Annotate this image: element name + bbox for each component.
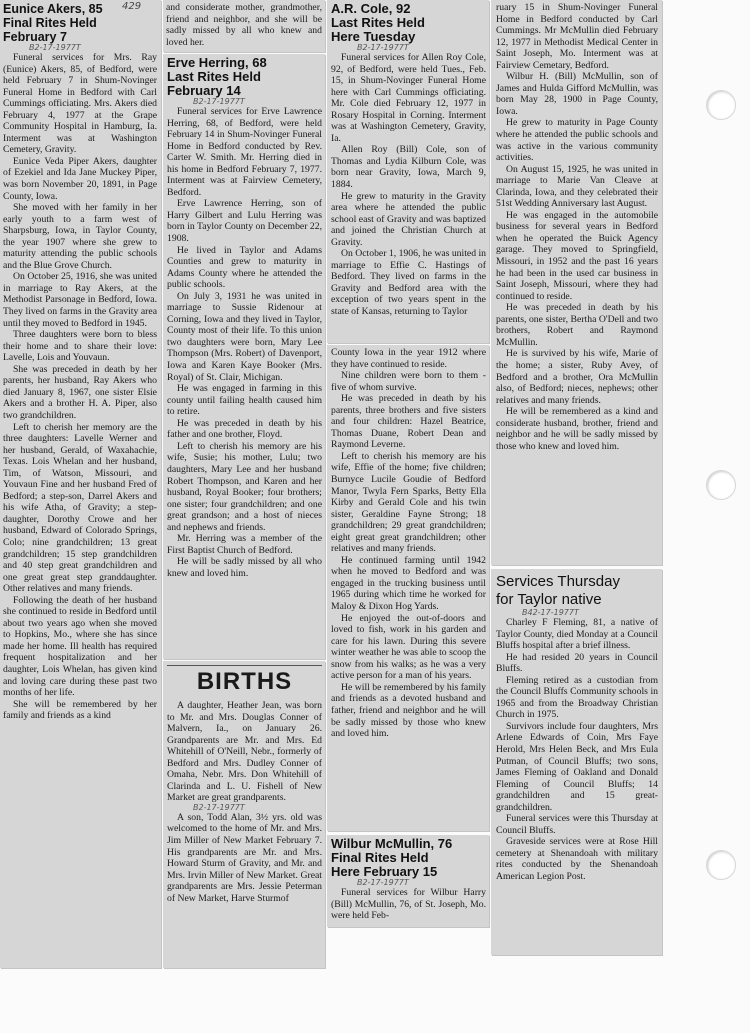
akers-para: On October 25, 1916, she was united in marriage to Ray Akers, at the Methodist Parsonage in Bedford, Iowa. They lived on farms in the Gravity area until they moved to Bedford in 1945. (3, 271, 157, 329)
herring-para: Erve Lawrence Herring, son of Harry Gilbert and Lulu Herring was born in Taylor County on December 22, 1908. (167, 198, 322, 245)
herring-para: Left to cherish his memory are his wife, Susie; his mother, Lulu; two daughters, Mary Lee and her husband Robert Thompson, and Karen and her husband, Royal Booker; four brothers; one sister; four grandchildren; and one great grandson; and a host of nieces and nephews and friends. (167, 440, 322, 533)
herring-headline-3: February 14 (167, 83, 241, 98)
akers-para: She was preceded in death by her parents, her husband, Ray Akers who died January 8, 1967, one sister Elsie Akers and a brother H. A. Piper, also two grandchildren. (3, 363, 157, 421)
mcmullin-headline-1: Wilbur McMullin, 76 (331, 837, 453, 851)
akers-headline-3: February 7 (3, 30, 67, 44)
akers-headline-1: Eunice Akers, 85 (3, 2, 103, 16)
herring-headline (167, 56, 322, 98)
births-headline: BIRTHS (196, 668, 293, 695)
herring-para: Funeral services for Erve Lawrence Herring, 68, of Bedford, were held February 14 in Shum-Novinger Funeral Home in Bedford conducted by Rev. Carter W. Smith. Mr. Herring died in his home in Bedford February 7, 1977. Interment was at Fairview Cemetery, Bedford. (167, 106, 322, 198)
mcmullin-intro: Funeral services for Wilbur Harry (Bill) McMullin, 76, of St. Joseph, Mo. were held Feb- (331, 887, 486, 922)
cole-para: He grew to maturity in the Gravity area where he attended the public school east of Gravity and was baptized and joined the Christian Church at Gravity. (331, 190, 486, 248)
births-para: A daughter, Heather Jean, was born to Mr. and Mrs. Douglas Conner of Malvern, Ia., on January 26. Grandparents are Mr. and Mrs. Ed Whitehill of O'Neill, Nebr., formerly of Bedford and Mrs. Dudley Conner of Omaha, Nebr. Mrs. Don Whitehill of Clarinda and L. U. Fishell of New Market are great grandparents. (167, 700, 322, 804)
cole-column (331, 2, 486, 341)
mcmullin-cont-para: He grew to maturity in Page County where he attended the public schools and was active in the various community activities. (496, 117, 658, 164)
herring-para: Mr. Herring was a member of the First Baptist Church of Bedford. (167, 533, 322, 556)
akers-para: Funeral services for Mrs. Ray (Eunice) Akers, 85, of Bedford, were held February 7 in Shum-Novinger Funeral Home in Bedford with Carl Cummings officiating. Mrs. Akers died February 4, 1977 at the Grape Community Hospital in Hamburg, Ia. Interment was at Washington Cemetery, Gravity. (3, 52, 157, 156)
clipping-fleming (491, 569, 662, 955)
akers-end-column (166, 2, 322, 50)
clipping-cole (327, 0, 489, 343)
births-top-rule (167, 665, 322, 666)
akers-headline-2: Final Rites Held (3, 16, 97, 30)
fleming-body (496, 617, 658, 883)
cole-cont-column (331, 347, 486, 829)
mcmullin-cont-para: ruary 15 in Shum-Novinger Funeral Home in Bedford conducted by Carl Cummings. Mr McMullin died February 12, 1977 in Methodist Medical Center in Saint Joseph, Mo. Interment was at Fairview Cemetary, Bedford. (496, 2, 658, 71)
akers-date-note: B2-17-1977T (29, 43, 81, 52)
herring-body (167, 106, 322, 579)
fleming-headline-1: Services Thursday (496, 573, 620, 590)
binder-hole (706, 90, 736, 120)
clipping-births (163, 661, 325, 968)
cole-cont-para: Left to cherish his memory are his wife, Effie of the home; five children; Burnyce Lucile Goudie of Bedford Manor, Twyla Fern Sparks, Betty Ella Kirby and Gerald Cole and his twin sister, Geraldine Fayne Strong; 18 grandchildren; 29 great grandchildren; eight great great grandchildren; other relatives and many friends. (331, 450, 486, 555)
akers-para: Following the death of her husband she continued to reside in Bedford until about two years ago when she moved to Hopkins, Mo., where she has since made her home. Ill health has required frequent hospitalization and her daughter, Lois Whelan, has given kind and loving care during these past two months of her life. (3, 594, 157, 699)
herring-para: He lived in Taylor and Adams Counties and grew to maturity in Adams County where he attended the public schools. (167, 244, 322, 291)
cole-headline-1: A.R. Cole, 92 (331, 2, 411, 16)
akers-para: Three daughters were born to bless their home and to share their love: Lavelle, Lois and Youvaun. (3, 329, 157, 364)
fleming-para: Survivors include four daughters, Mrs Arlene Edwards of Coin, Mrs Faye Herold, Mrs Helen Beck, and Mrs Eula Putman, of Council Bluffs; two sons, James Fleming of Oakland and Donald Fleming of Council Bluffs; 14 grandchildren and 15 great-grandchildren. (496, 720, 658, 813)
herring-date-note: B2-17-1977T (193, 97, 245, 106)
fleming-para: Charley F Fleming, 81, a native of Taylor County, died Monday at a Council Bluffs hospital after a brief illness. (496, 617, 658, 652)
mcmullin-column (331, 837, 486, 925)
binder-hole (706, 470, 736, 500)
fleming-para: Funeral services were this Thursday at Council Bluffs. (496, 813, 658, 836)
cole-para: On October 1, 1906, he was united in marriage to Effie C. Hastings of Bedford. They lived on farms in the Gravity and Bedford area with the exception of two years spent in the state of Kansas, returning to Taylor (331, 248, 486, 318)
herring-column (167, 56, 322, 656)
fleming-date-note: B42-17-1977T (522, 608, 579, 617)
herring-para: He will be sadly missed by all who knew and loved him. (167, 556, 322, 579)
cole-cont-para: He enjoyed the out-of-doors and loved to fish, work in his garden and care for his lawn. During this severe winter weather he was able to scoop the snow from his walks; as he was a very active person for a man of his years. (331, 612, 486, 682)
cole-date-note: B2-17-1977T (357, 43, 409, 52)
fleming-headline-2: for Taylor native (496, 591, 602, 608)
clipping-akers-end (163, 0, 325, 52)
clipping-mcmullin-cont (491, 0, 662, 565)
cole-cont-para: He was preceded in death by his parents, three brothers and five sisters and four children: Hazel Beatrice, Thomas Duane, Robert Dean and Raymond Leverne. (331, 393, 486, 451)
akers-para: She moved with her family in her early youth to a farm west of Sharpsburg, Iowa, in Taylor County, the year 1907 where she grew to maturity attending the public schools and the Blue Grove Church. (3, 202, 157, 271)
cole-cont-para: County Iowa in the year 1912 where they have continued to reside. (331, 347, 486, 370)
herring-headline-2: Last Rites Held (167, 69, 261, 84)
akers-para: Left to cherish her memory are the three daughters: Lavelle Werner and her husband, Gerald, of Waxahachie, Texas. Lois Whelan and her husband, Tim, of Watson, Missouri, and Youvaun Fine and her husband Fred of Bedford; a step-son, Darrel Akers and his wife Atha, of Gravity; a step-daughter, Dorothy Crowe and her husband, Edward of Colorado Springs, Colo; nine grandchildren; 13 great grandchildren; 15 step grandchildren and 40 step great grandchildren and one great great step granddaughter. Other relatives and many friends. (3, 421, 157, 595)
clipping-akers (0, 0, 161, 968)
cole-para: Funeral services for Allen Roy Cole, 92, of Bedford, were held Tues., Feb. 15, in Shum-Novinger Funeral Home here with Carl Cummings officiating. Mr. Cole died February 12, 1977 in Rosary Hospital in Corning. Interment was at Washington Cemetery, Gravity, Ia. (331, 52, 486, 144)
mcmullin-headline (331, 837, 486, 879)
binder-hole (706, 850, 736, 880)
mcmullin-headline-2: Final Rites Held (331, 850, 429, 865)
fleming-para: Fleming retired as a custodian from the Council Bluffs Community schools in 1965 and from the Broadway Christian Church in 1975. (496, 674, 658, 721)
clipping-mcmullin (327, 835, 489, 927)
mcmullin-cont-para: He was preceded in death by his parents, one sister, Bertha O'Dell and two brothers, Robert and Raymond McMullin. (496, 302, 658, 348)
cole-headline-3: Here Tuesday (331, 29, 416, 44)
mcmullin-cont-column (496, 2, 658, 563)
herring-headline-1: Erve Herring, 68 (167, 56, 267, 70)
mcmullin-cont-para: He was engaged in the automobile business for several years in Bedford when he operated the Buick Agency garage. They moved to Springfield, Missouri, in 1952 and the past 16 years he had been in the used car business in Saint Joseph, Missouri, where they had continued to reside. (496, 209, 658, 302)
fleming-column (496, 573, 658, 953)
cole-cont-para: He continued farming until 1942 when he moved to Bedford and was engaged in the trucking business until 1965 during which time he worked for Maloy & Dixon Hog Yards. (331, 554, 486, 613)
page-number: 429 (122, 1, 142, 12)
cole-cont-para: Nine children were born to them - five of whom survive. (331, 370, 486, 393)
mcmullin-headline-3: Here February 15 (331, 864, 438, 879)
mcmullin-date-note: B2-17-1977T (357, 878, 409, 887)
akers-column (3, 2, 157, 966)
mcmullin-cont-para: He will be remembered as a kind and considerate husband, brother, friend and neighbor and he will be sadly missed by those who knew and loved him. (496, 406, 658, 452)
cole-body (331, 52, 486, 318)
cole-headline-2: Last Rites Held (331, 15, 425, 30)
herring-para: On July 3, 1931 he was united in marriage to Sussie Ridenour at Corning, Iowa and they lived in Taylor, County most of their life. To this union two daughters were born, Mary Lee Thompson (Mrs. Robert) of Davenport, Iowa and Karen Kaye Booker (Mrs. Royal) of St. Clair, Michigan. (167, 290, 322, 383)
births-column (167, 663, 322, 966)
mcmullin-cont-para: Wilbur H. (Bill) McMullin, son of James and Hulda Gifford McMullin, was born May 28, 1900 in Page County, Iowa. (496, 71, 658, 117)
akers-end-text: and considerate mother, grandmother, friend and neighbor, and she will be sadly missed by all who knew and loved her. (166, 2, 322, 48)
mcmullin-cont-para: On August 15, 1925, he was united in marriage to Marie Van Cleave at Clarinda, Iowa, and they celebrated their 51st Wedding Anniversary last August. (496, 163, 658, 210)
cole-headline (331, 2, 486, 44)
mcmullin-cont-para: He is survived by his wife, Marie of the home; a sister, Ruby Avey, of Bedford and a brother, Ora McMullin also, of Bedford; nieces, nephews; other relatives and many friends. (496, 348, 658, 406)
akers-para: Eunice Veda Piper Akers, daughter of Ezekiel and Ida Jane Muckey Piper, was born November 20, 1891, in Page County, Iowa. (3, 155, 157, 202)
cole-para: Allen Roy (Bill) Cole, son of Thomas and Lydia Kilburn Cole, was born near Gravity, Iowa, March 9, 1884. (331, 144, 486, 191)
herring-para: He was preceded in death by his father and one brother, Floyd. (167, 417, 322, 441)
clipping-cole-cont (327, 345, 489, 831)
fleming-headline (496, 573, 658, 609)
fleming-para: He had resided 20 years in Council Bluffs. (496, 651, 658, 675)
akers-para: She will be remembered by her family and friends as a kind (3, 698, 157, 722)
births-date-note: B2-17-1977T (193, 802, 245, 812)
herring-para: He was engaged in farming in this county until failing health caused him to retire. (167, 383, 322, 418)
akers-body (3, 52, 157, 722)
cole-cont-para: He will be remembered by his family and friends as a devoted husband and father, friend and neighbor and he will be sadly missed by those who knew and loved him. (331, 681, 486, 740)
fleming-para: Graveside services were at Rose Hill cemetery at Shenandoah with military rites conducted by the Shenandoah American Legion Post. (496, 836, 658, 883)
births-para: A son, Todd Alan, 3½ yrs. old was welcomed to the home of Mr. and Mrs. Jim Miller of New Market February 7. His grandparents are Mr. and Mrs. Howard Sturm of Gravity, and Mr. and Mrs. Irvin Miller of New Market. Great grandparents are Mrs. Jessie Peterman of New Market, Harve Sturmof (167, 811, 322, 904)
clipping-herring (163, 54, 325, 659)
